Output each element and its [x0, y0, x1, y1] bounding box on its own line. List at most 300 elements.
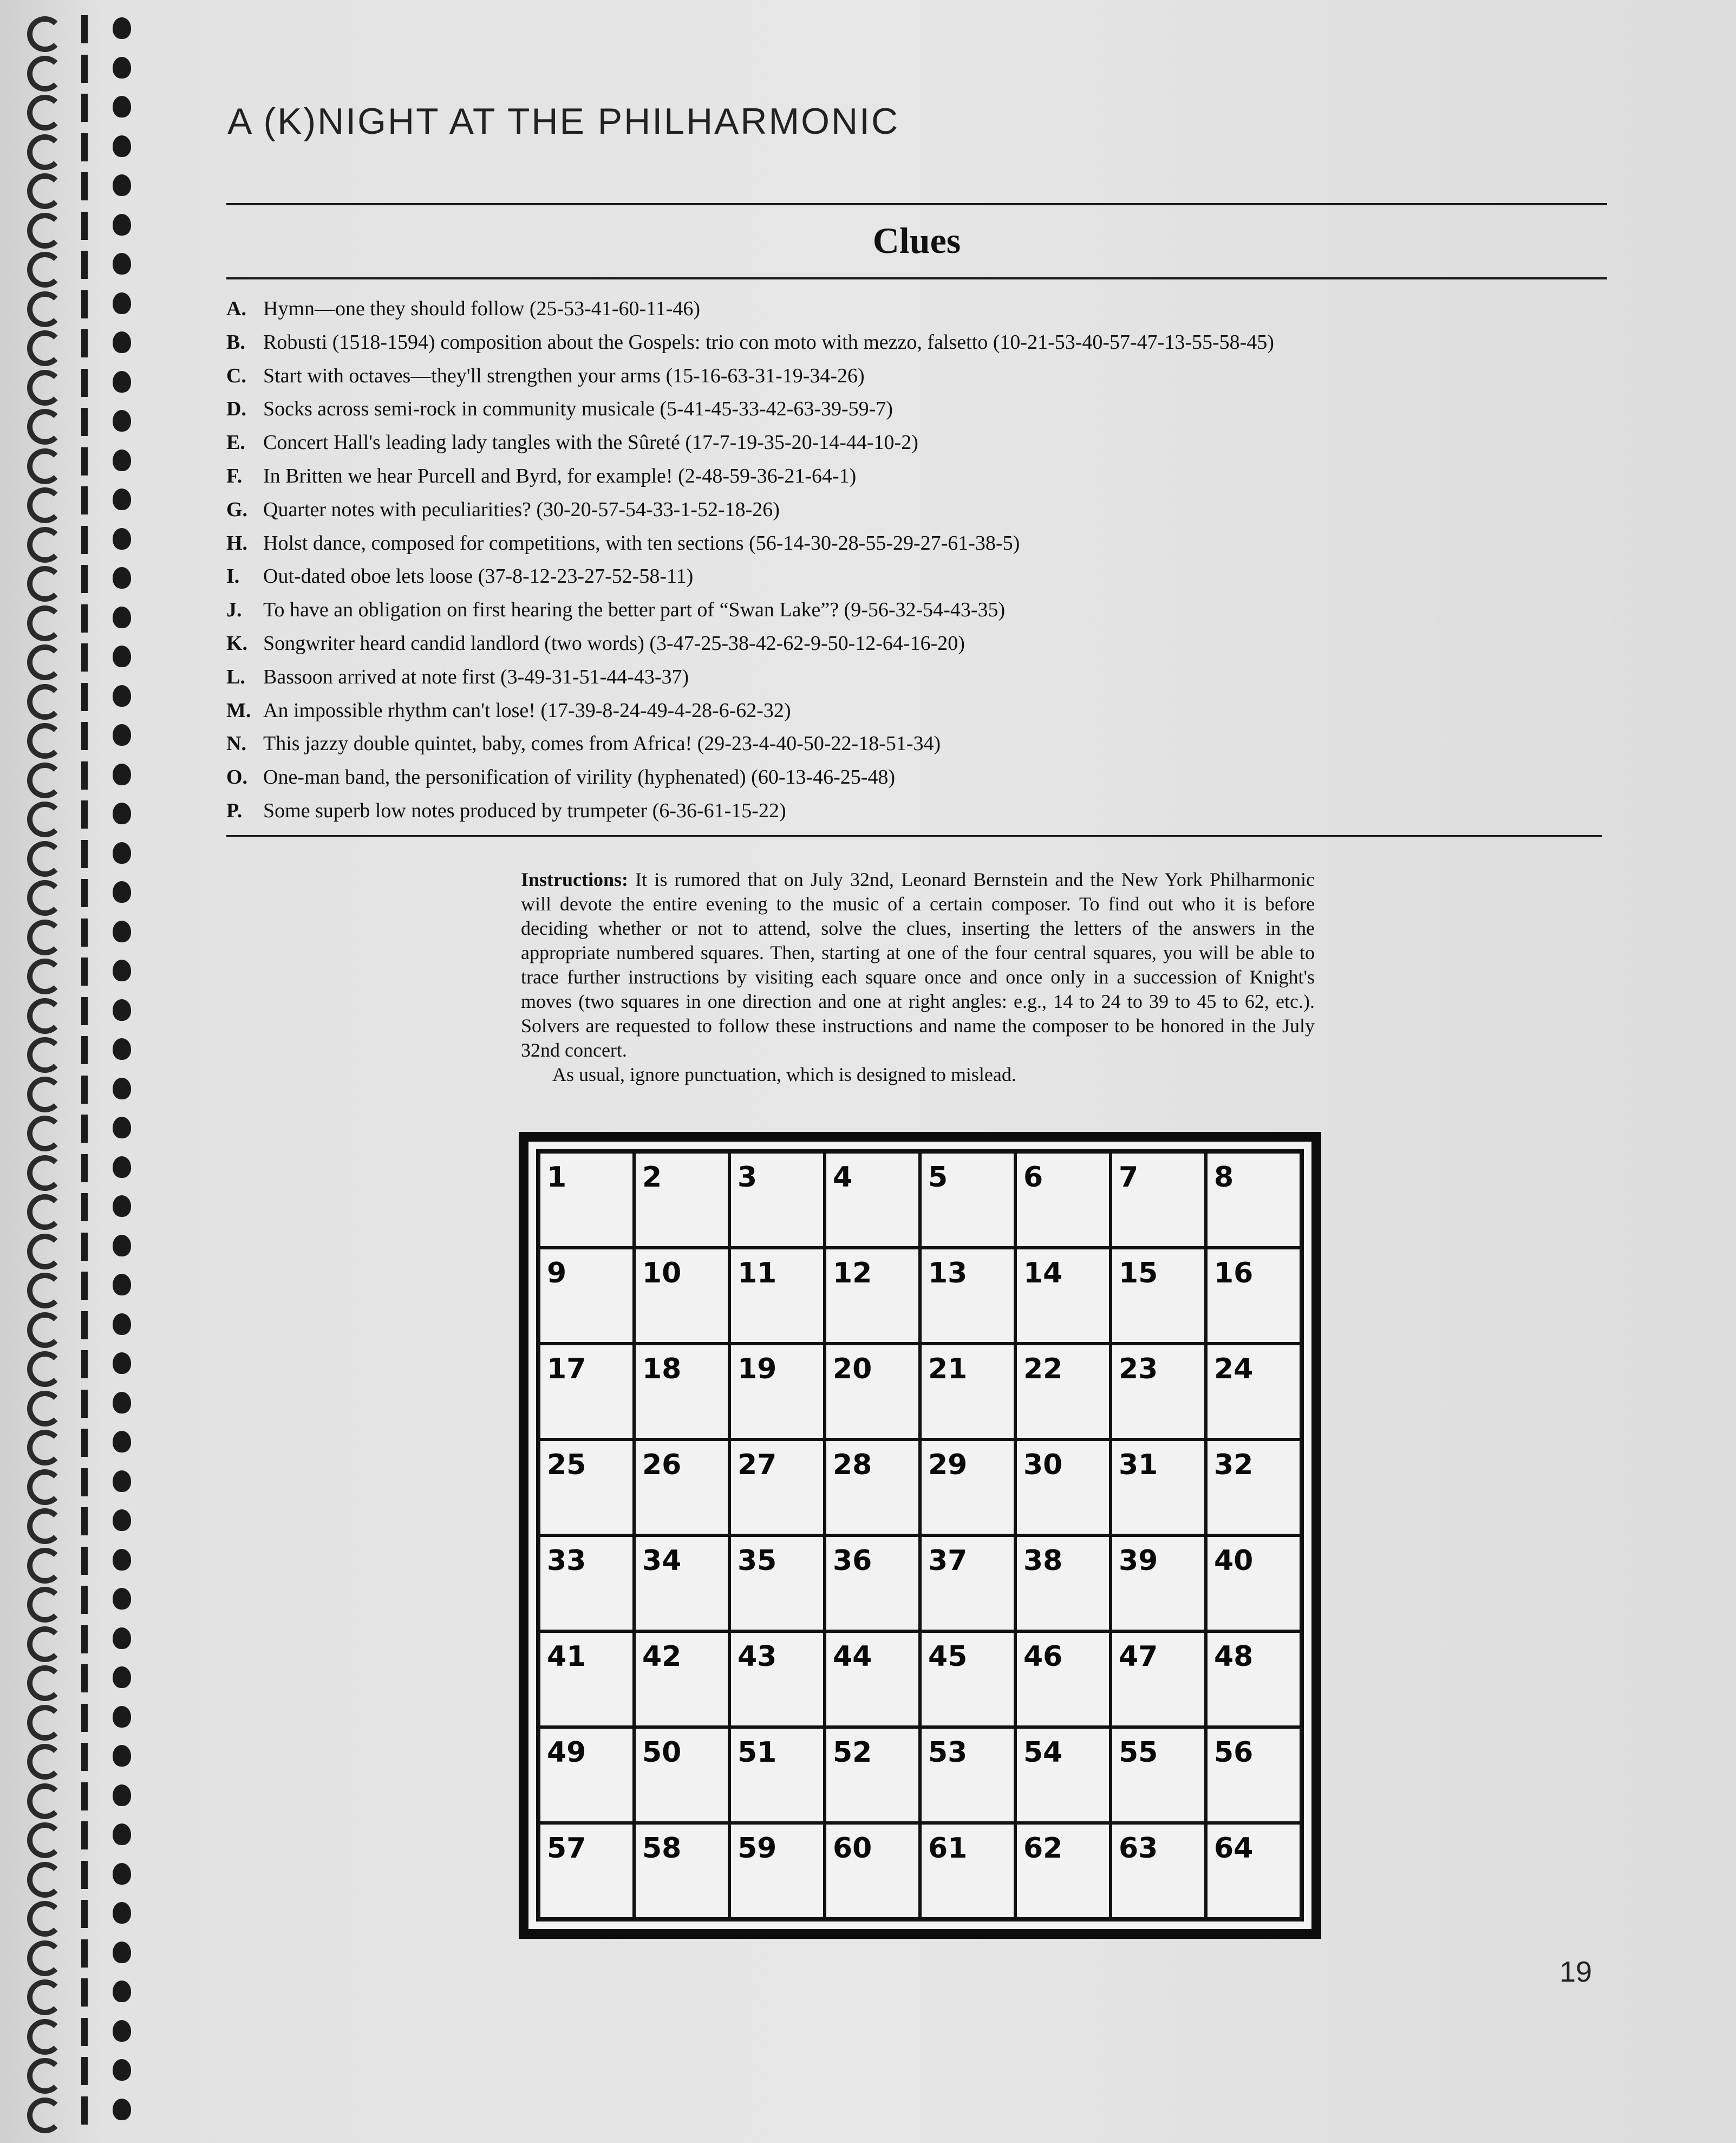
square-number: 31	[1119, 1449, 1158, 1481]
ring-hole	[113, 1038, 131, 1060]
ring-bar	[81, 55, 88, 83]
clue-text: To have an obligation on first hearing the better part of “Swan Lake”? (9-56-32-54-43-35)	[263, 598, 1006, 622]
grid-square[interactable]	[634, 1344, 729, 1439]
ring-loop	[27, 213, 63, 249]
grid-square[interactable]	[729, 1727, 825, 1823]
square-number: 41	[547, 1640, 586, 1673]
binding-ring	[22, 1345, 146, 1383]
ring-loop	[27, 723, 63, 759]
clue-letter: P.	[226, 799, 243, 822]
knight-grid-frame	[519, 1132, 1321, 1939]
grid-square[interactable]	[539, 1344, 634, 1439]
grid-square[interactable]	[634, 1535, 729, 1631]
grid-square[interactable]	[1111, 1535, 1206, 1631]
knight-grid-inner	[528, 1142, 1311, 1929]
grid-square[interactable]	[1206, 1727, 1301, 1823]
ring-bar	[81, 290, 88, 318]
ring-bar	[81, 369, 88, 397]
square-number: 1	[547, 1161, 567, 1194]
ring-hole	[113, 488, 131, 510]
square-number: 7	[1119, 1161, 1139, 1194]
ring-hole	[113, 96, 131, 118]
grid-square[interactable]	[729, 1535, 825, 1631]
grid-square[interactable]	[825, 1152, 920, 1248]
binding-ring	[22, 49, 146, 87]
square-number: 16	[1214, 1257, 1254, 1289]
ring-bar	[81, 486, 88, 514]
binding-ring	[22, 1502, 146, 1540]
ring-bar	[81, 2057, 88, 2085]
binding-ring	[22, 1188, 146, 1226]
grid-square[interactable]	[920, 1152, 1015, 1248]
grid-square[interactable]	[1206, 1535, 1301, 1631]
ring-bar	[81, 172, 88, 200]
grid-square[interactable]	[1206, 1631, 1301, 1727]
grid-square[interactable]	[1015, 1631, 1111, 1727]
clue-text: Hymn—one they should follow (25-53-41-60-11-46)	[263, 297, 701, 320]
grid-square[interactable]	[1015, 1727, 1111, 1823]
square-number: 12	[833, 1257, 872, 1289]
square-number: 26	[642, 1449, 682, 1481]
square-number: 36	[833, 1545, 872, 1577]
square-number: 24	[1214, 1353, 1254, 1385]
ring-hole	[113, 1706, 131, 1728]
clue-item	[226, 426, 1634, 460]
grid-square[interactable]	[920, 1535, 1015, 1631]
ring-bar	[81, 1036, 88, 1064]
ring-hole	[113, 2099, 131, 2120]
ring-bar	[81, 1664, 88, 1692]
square-number: 5	[928, 1161, 948, 1194]
grid-square[interactable]	[825, 1823, 920, 1919]
ring-bar	[81, 94, 88, 122]
grid-square[interactable]	[729, 1344, 825, 1439]
ring-loop	[27, 1665, 63, 1701]
ring-bar	[81, 761, 88, 790]
divider	[226, 203, 1607, 205]
clue-item	[226, 360, 1634, 393]
ring-loop	[27, 330, 63, 366]
binding-ring	[22, 402, 146, 440]
ring-hole	[113, 764, 131, 785]
binding-ring	[22, 481, 146, 519]
clue-letter: L.	[226, 665, 245, 688]
ring-loop	[27, 1901, 63, 1937]
clue-text: Out-dated oboe lets loose (37-8-12-23-27-52-58-11)	[263, 565, 694, 588]
binding-ring	[22, 1777, 146, 1815]
ring-bar	[81, 1272, 88, 1300]
ring-loop	[27, 448, 63, 484]
binding-ring	[22, 285, 146, 323]
binding-ring	[22, 2051, 146, 2089]
ring-bar	[81, 800, 88, 829]
ring-loop	[27, 2098, 63, 2133]
square-number: 32	[1214, 1449, 1254, 1481]
ring-hole	[113, 253, 131, 275]
grid-square[interactable]	[634, 1727, 729, 1823]
ring-loop	[27, 1194, 63, 1230]
ring-bar	[81, 2018, 88, 2046]
ring-loop	[27, 2058, 63, 2094]
ring-loop	[27, 1508, 63, 1544]
binding-ring	[22, 1541, 146, 1579]
grid-square[interactable]	[1206, 1439, 1301, 1535]
square-number: 56	[1214, 1736, 1254, 1769]
ring-hole	[113, 57, 131, 79]
ring-bar	[81, 15, 88, 43]
grid-square[interactable]	[920, 1631, 1015, 1727]
ring-hole	[113, 450, 131, 471]
ring-hole	[113, 881, 131, 903]
ring-bar	[81, 957, 88, 986]
grid-square[interactable]	[1015, 1344, 1111, 1439]
grid-square[interactable]	[825, 1344, 920, 1439]
grid-square[interactable]	[825, 1727, 920, 1823]
binding-ring	[22, 874, 146, 911]
square-number: 59	[738, 1832, 777, 1865]
grid-square[interactable]	[539, 1535, 634, 1631]
ring-bar	[81, 1350, 88, 1378]
ring-loop	[27, 409, 63, 445]
square-number: 51	[738, 1736, 777, 1769]
grid-square[interactable]	[634, 1439, 729, 1535]
divider	[226, 277, 1607, 279]
binding-ring	[22, 1384, 146, 1422]
binding-ring	[22, 1227, 146, 1265]
clue-item	[226, 627, 1634, 661]
square-number: 35	[738, 1545, 777, 1577]
ring-loop	[27, 1077, 63, 1112]
ring-hole	[113, 1784, 131, 1806]
binding-ring	[22, 913, 146, 951]
grid-square[interactable]	[634, 1631, 729, 1727]
clue-letter: N.	[226, 732, 246, 755]
ring-bar	[81, 1939, 88, 1968]
binding-ring	[22, 1698, 146, 1736]
ring-loop	[27, 802, 63, 837]
ring-loop	[27, 644, 63, 680]
ring-bar	[81, 565, 88, 593]
ring-loop	[27, 1862, 63, 1898]
ring-bar	[81, 1586, 88, 1614]
clue-text: In Britten we hear Purcell and Byrd, for example! (2-48-59-36-21-64-1)	[263, 464, 857, 487]
ring-loop	[27, 1626, 63, 1662]
clue-text: Songwriter heard candid landlord (two words) (3-47-25-38-42-62-9-50-12-64-16-20)	[263, 631, 965, 655]
ring-hole	[113, 1313, 131, 1335]
grid-square[interactable]	[1111, 1344, 1206, 1439]
ring-hole	[113, 803, 131, 824]
ring-loop	[27, 1587, 63, 1623]
grid-square[interactable]	[1111, 1631, 1206, 1727]
clue-letter: M.	[226, 699, 251, 722]
ring-hole	[113, 1392, 131, 1414]
ring-loop	[27, 2019, 63, 2055]
grid-square[interactable]	[539, 1631, 634, 1727]
grid-square[interactable]	[539, 1248, 634, 1344]
ring-loop	[27, 291, 63, 327]
binding-ring	[22, 1423, 146, 1461]
instructions-text: It is rumored that on July 32nd, Leonard Bernstein and the New York Philharmonic will devote the entire evening to the music of a certain composer. To find out who it is before deciding whether or not to attend, solve the clues, inserting the letters of the answers in the appropriate numbered squares. Then, starting at one of the four central squares, you will be able to trace further instructions by visiting each square once and once only in a succession of Knight's moves (two squares in one direction and one at right angles: e.g., 14 to 24 to 39 to 45 to 62, etc.). Solvers are requested to follow these instructions and name the composer to be honored in the July 32nd concert.	[521, 869, 1315, 1061]
ring-bar	[81, 1861, 88, 1889]
ring-loop	[27, 252, 63, 288]
ring-bar	[81, 1193, 88, 1221]
square-number: 37	[928, 1545, 968, 1577]
binding-ring	[22, 1149, 146, 1187]
ring-hole	[113, 135, 131, 157]
ring-bar	[81, 526, 88, 554]
grid-square[interactable]	[634, 1152, 729, 1248]
ring-loop	[27, 1273, 63, 1308]
clue-item	[226, 560, 1634, 594]
ring-loop	[27, 1783, 63, 1819]
grid-square[interactable]	[920, 1344, 1015, 1439]
ring-hole	[113, 1078, 131, 1099]
grid-square[interactable]	[1111, 1823, 1206, 1919]
clue-item	[226, 761, 1634, 794]
ring-loop	[27, 1351, 63, 1387]
clue-letter: K.	[226, 631, 248, 655]
ring-bar	[81, 212, 88, 240]
clue-item	[226, 727, 1634, 761]
square-number: 28	[833, 1449, 872, 1481]
clue-letter: D.	[226, 398, 246, 421]
ring-bar	[81, 2096, 88, 2125]
ring-hole	[113, 1823, 131, 1845]
clue-letter: J.	[226, 598, 242, 622]
square-number: 64	[1214, 1832, 1254, 1865]
ring-bar	[81, 879, 88, 907]
grid-square[interactable]	[1015, 1439, 1111, 1535]
grid-square[interactable]	[825, 1439, 920, 1535]
ring-bar	[81, 1978, 88, 2007]
square-number: 19	[738, 1353, 777, 1385]
grid-square[interactable]	[729, 1152, 825, 1248]
ring-loop	[27, 1469, 63, 1505]
ring-loop	[27, 1705, 63, 1741]
square-number: 25	[547, 1449, 586, 1481]
ring-bar	[81, 604, 88, 633]
clue-item	[226, 527, 1634, 561]
square-number: 38	[1023, 1545, 1063, 1577]
binding-ring	[22, 363, 146, 401]
clue-item	[226, 493, 1634, 527]
binding-ring	[22, 599, 146, 637]
binding-ring	[22, 1737, 146, 1775]
ring-hole	[113, 724, 131, 746]
square-number: 47	[1119, 1640, 1158, 1673]
square-number: 60	[833, 1832, 872, 1865]
ring-hole	[113, 1274, 131, 1295]
grid-square[interactable]	[539, 1727, 634, 1823]
ring-bar	[81, 643, 88, 672]
binding-ring	[22, 1031, 146, 1069]
ring-bar	[81, 1233, 88, 1261]
clue-letter: F.	[226, 464, 243, 487]
square-number: 54	[1023, 1736, 1063, 1769]
ring-hole	[113, 960, 131, 981]
square-number: 21	[928, 1353, 968, 1385]
grid-square[interactable]	[729, 1439, 825, 1535]
clue-item	[226, 326, 1634, 360]
ring-hole	[113, 1902, 131, 1924]
binding-ring	[22, 952, 146, 990]
ring-hole	[113, 1470, 131, 1492]
binding-ring	[22, 1070, 146, 1108]
ring-hole	[113, 1195, 131, 1217]
ring-hole	[113, 1981, 131, 2002]
ring-loop	[27, 684, 63, 720]
instructions-paragraph	[521, 868, 1315, 1063]
ring-hole	[113, 1588, 131, 1610]
ring-hole	[113, 2059, 131, 2081]
binding-ring	[22, 1894, 146, 1932]
grid-square[interactable]	[825, 1535, 920, 1631]
square-number: 63	[1119, 1832, 1158, 1865]
ring-loop	[27, 1391, 63, 1427]
grid-square[interactable]	[729, 1631, 825, 1727]
ring-hole	[113, 1431, 131, 1452]
grid-square[interactable]	[1015, 1535, 1111, 1631]
square-number: 43	[738, 1640, 777, 1673]
square-number: 30	[1023, 1449, 1063, 1481]
ring-hole	[113, 292, 131, 314]
ring-loop	[27, 920, 63, 955]
ring-bar	[81, 1782, 88, 1810]
ring-hole	[113, 607, 131, 628]
ring-bar	[81, 683, 88, 711]
square-number: 50	[642, 1736, 682, 1769]
square-number: 8	[1214, 1161, 1234, 1194]
clue-letter: E.	[226, 431, 245, 454]
grid-square[interactable]	[1111, 1439, 1206, 1535]
grid-square[interactable]	[1206, 1823, 1301, 1919]
square-number: 10	[642, 1257, 682, 1289]
grid-square[interactable]	[729, 1248, 825, 1344]
ring-hole	[113, 17, 131, 39]
square-number: 46	[1023, 1640, 1063, 1673]
binding-ring	[22, 559, 146, 597]
grid-square[interactable]	[634, 1248, 729, 1344]
square-number: 39	[1119, 1545, 1158, 1577]
binding-ring	[22, 324, 146, 362]
clue-text: Bassoon arrived at note first (3-49-31-51-44-43-37)	[263, 665, 689, 688]
ring-hole	[113, 921, 131, 942]
square-number: 22	[1023, 1353, 1063, 1385]
clue-text: This jazzy double quintet, baby, comes from Africa! (29-23-4-40-50-22-18-51-34)	[263, 732, 941, 755]
clue-item	[226, 794, 1634, 828]
square-number: 57	[547, 1832, 586, 1865]
grid-square[interactable]	[1015, 1823, 1111, 1919]
grid-square[interactable]	[1111, 1727, 1206, 1823]
square-number: 9	[547, 1257, 567, 1289]
grid-square[interactable]	[825, 1631, 920, 1727]
square-number: 52	[833, 1736, 872, 1769]
binding-ring	[22, 1620, 146, 1658]
clue-letter: G.	[226, 498, 248, 521]
binding-ring	[22, 638, 146, 676]
grid-square[interactable]	[539, 1439, 634, 1535]
ring-loop	[27, 763, 63, 798]
ring-loop	[27, 16, 63, 52]
clue-text: An impossible rhythm can't lose! (17-39-8-24-49-4-28-6-62-32)	[263, 699, 791, 722]
grid-square[interactable]	[920, 1439, 1015, 1535]
grid-square[interactable]	[634, 1823, 729, 1919]
ring-hole	[113, 999, 131, 1021]
grid-square[interactable]	[539, 1152, 634, 1248]
ring-hole	[113, 214, 131, 236]
grid-square[interactable]	[539, 1823, 634, 1919]
ring-hole	[113, 1352, 131, 1374]
grid-square[interactable]	[920, 1727, 1015, 1823]
ring-hole	[113, 567, 131, 589]
grid-square[interactable]	[1206, 1152, 1301, 1248]
binding-ring	[22, 520, 146, 558]
ring-bar	[81, 408, 88, 436]
binding-ring	[22, 1109, 146, 1147]
ring-bar	[81, 1743, 88, 1771]
grid-square[interactable]	[825, 1248, 920, 1344]
clue-item	[226, 292, 1634, 326]
binding-ring	[22, 167, 146, 205]
ring-hole	[113, 2020, 131, 2042]
ring-bar	[81, 1704, 88, 1732]
instructions-label: Instructions:	[521, 869, 629, 890]
grid-square[interactable]	[920, 1823, 1015, 1919]
ring-loop	[27, 1312, 63, 1348]
square-number: 18	[642, 1353, 682, 1385]
grid-square[interactable]	[1206, 1344, 1301, 1439]
grid-square[interactable]	[920, 1248, 1015, 1344]
spiral-binding	[22, 0, 146, 2143]
square-number: 23	[1119, 1353, 1158, 1385]
clue-letter: O.	[226, 766, 248, 789]
ring-bar	[81, 997, 88, 1025]
binding-ring	[22, 1816, 146, 1854]
ring-hole	[113, 1942, 131, 1963]
ring-hole	[113, 1509, 131, 1531]
clue-letter: I.	[226, 565, 240, 588]
ring-hole	[113, 410, 131, 432]
square-number: 2	[642, 1161, 662, 1194]
grid-square[interactable]	[1015, 1152, 1111, 1248]
ring-bar	[81, 1115, 88, 1143]
ring-bar	[81, 1311, 88, 1339]
square-number: 61	[928, 1832, 968, 1865]
ring-hole	[113, 371, 131, 393]
ring-hole	[113, 1863, 131, 1885]
ring-hole	[113, 1627, 131, 1649]
page-number: 19	[1559, 1956, 1593, 1988]
ring-hole	[113, 331, 131, 353]
square-number: 15	[1119, 1257, 1158, 1289]
ring-loop	[27, 370, 63, 406]
clue-item	[226, 694, 1634, 728]
ring-hole	[113, 685, 131, 707]
ring-bar	[81, 722, 88, 750]
clue-item	[226, 594, 1634, 627]
grid-square[interactable]	[1111, 1152, 1206, 1248]
square-number: 3	[738, 1161, 758, 1194]
ring-loop	[27, 56, 63, 92]
clue-text: Socks across semi-rock in community musicale (5-41-45-33-42-63-39-59-7)	[263, 398, 893, 421]
grid-square[interactable]	[1206, 1248, 1301, 1344]
grid-square[interactable]	[729, 1823, 825, 1919]
binding-ring	[22, 1934, 146, 1972]
grid-square[interactable]	[1015, 1248, 1111, 1344]
ring-loop	[27, 1037, 63, 1073]
grid-square[interactable]	[1111, 1248, 1206, 1344]
square-number: 53	[928, 1736, 968, 1769]
